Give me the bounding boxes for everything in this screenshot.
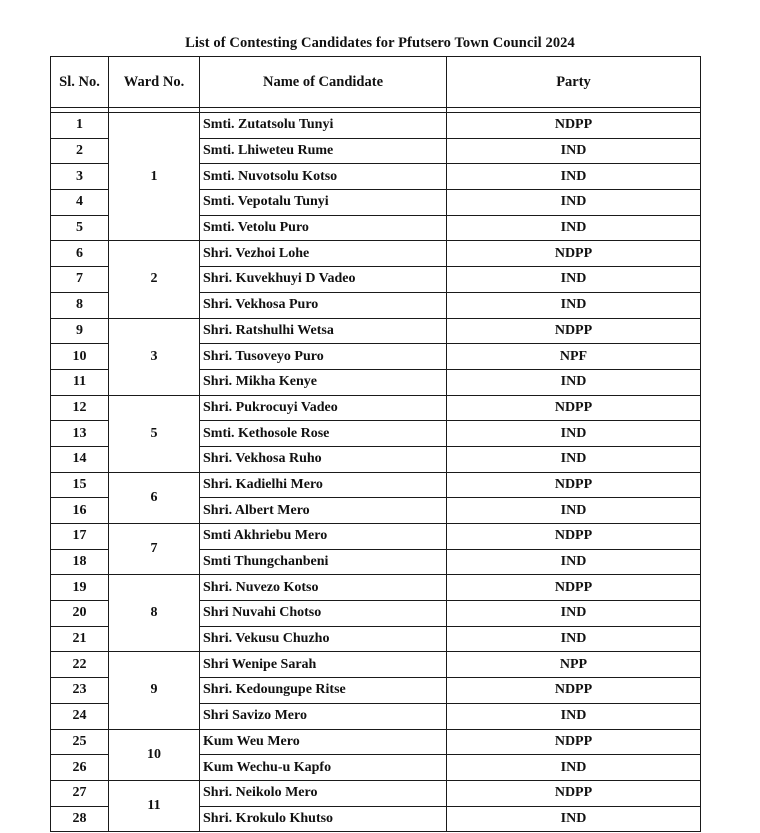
sl-no-cell: 8	[51, 292, 109, 318]
table-row	[51, 472, 701, 498]
party-cell: NDPP	[447, 524, 701, 550]
header-ward-no: Ward No.	[109, 57, 200, 108]
candidate-name-cell: Shri Wenipe Sarah	[200, 652, 447, 678]
party-cell: IND	[447, 292, 701, 318]
party-cell: IND	[447, 703, 701, 729]
party-cell: IND	[447, 626, 701, 652]
page-title: List of Contesting Candidates for Pfutsero Town Council 2024	[185, 35, 575, 51]
candidate-name-cell: Shri. Kuvekhuyi D Vadeo	[200, 267, 447, 293]
candidates-table	[50, 56, 701, 832]
candidate-name-cell: Shri Savizo Mero	[200, 703, 447, 729]
sl-no-cell: 17	[51, 524, 109, 550]
table-row	[51, 524, 701, 550]
candidate-name-cell: Shri. Vekusu Chuzho	[200, 626, 447, 652]
party-cell: IND	[447, 755, 701, 781]
ward-no-cell: 10	[109, 729, 200, 780]
ward-no-cell: 2	[109, 241, 200, 318]
sl-no-cell: 20	[51, 601, 109, 627]
candidate-name-cell: Kum Weu Mero	[200, 729, 447, 755]
sl-no-cell: 21	[51, 626, 109, 652]
candidate-name-cell: Shri. Ratshulhi Wetsa	[200, 318, 447, 344]
table-body	[51, 108, 701, 832]
ward-no-cell: 9	[109, 652, 200, 729]
sl-no-cell: 22	[51, 652, 109, 678]
table-row	[51, 113, 701, 139]
table-row	[51, 395, 701, 421]
sl-no-cell: 10	[51, 344, 109, 370]
sl-no-cell: 25	[51, 729, 109, 755]
party-cell: IND	[447, 267, 701, 293]
header-candidate-name: Name of Candidate	[200, 57, 447, 108]
sl-no-cell: 28	[51, 806, 109, 832]
candidate-name-cell: Shri. Mikha Kenye	[200, 369, 447, 395]
candidate-name-cell: Shri. Pukrocuyi Vadeo	[200, 395, 447, 421]
ward-no-cell: 5	[109, 395, 200, 472]
candidate-name-cell: Smti. Vetolu Puro	[200, 215, 447, 241]
party-cell: NDPP	[447, 113, 701, 139]
ward-no-cell: 3	[109, 318, 200, 395]
sl-no-cell: 4	[51, 190, 109, 216]
table-header-row	[51, 57, 701, 108]
party-cell: NDPP	[447, 395, 701, 421]
ward-no-cell: 7	[109, 524, 200, 575]
candidate-name-cell: Shri. Neikolo Mero	[200, 780, 447, 806]
ward-no-cell: 1	[109, 113, 200, 241]
party-cell: IND	[447, 549, 701, 575]
table-row	[51, 575, 701, 601]
sl-no-cell: 15	[51, 472, 109, 498]
candidate-name-cell: Smti. Nuvotsolu Kotso	[200, 164, 447, 190]
sl-no-cell: 27	[51, 780, 109, 806]
sl-no-cell: 5	[51, 215, 109, 241]
candidate-name-cell: Shri. Albert Mero	[200, 498, 447, 524]
sl-no-cell: 3	[51, 164, 109, 190]
sl-no-cell: 13	[51, 421, 109, 447]
sl-no-cell: 24	[51, 703, 109, 729]
candidate-name-cell: Smti. Lhiweteu Rume	[200, 138, 447, 164]
party-cell: IND	[447, 369, 701, 395]
candidate-name-cell: Smti. Vepotalu Tunyi	[200, 190, 447, 216]
ward-no-cell: 11	[109, 780, 200, 831]
header-party: Party	[447, 57, 701, 108]
sl-no-cell: 7	[51, 267, 109, 293]
sl-no-cell: 18	[51, 549, 109, 575]
table-row	[51, 652, 701, 678]
party-cell: NPF	[447, 344, 701, 370]
sl-no-cell: 2	[51, 138, 109, 164]
sl-no-cell: 9	[51, 318, 109, 344]
sl-no-cell: 6	[51, 241, 109, 267]
candidate-name-cell: Smti Akhriebu Mero	[200, 524, 447, 550]
table-row	[51, 241, 701, 267]
candidate-name-cell: Shri. Vekhosa Ruho	[200, 446, 447, 472]
party-cell: NDPP	[447, 729, 701, 755]
candidate-name-cell: Shri. Vezhoi Lohe	[200, 241, 447, 267]
sl-no-cell: 11	[51, 369, 109, 395]
party-cell: NPP	[447, 652, 701, 678]
candidate-name-cell: Shri. Tusoveyo Puro	[200, 344, 447, 370]
party-cell: NDPP	[447, 678, 701, 704]
party-cell: IND	[447, 138, 701, 164]
header-sl-no: Sl. No.	[51, 57, 109, 108]
party-cell: NDPP	[447, 575, 701, 601]
table-row	[51, 780, 701, 806]
candidate-name-cell: Shri. Vekhosa Puro	[200, 292, 447, 318]
candidate-name-cell: Shri. Kedoungupe Ritse	[200, 678, 447, 704]
candidate-name-cell: Kum Wechu-u Kapfo	[200, 755, 447, 781]
party-cell: NDPP	[447, 241, 701, 267]
party-cell: NDPP	[447, 780, 701, 806]
candidate-name-cell: Shri Nuvahi Chotso	[200, 601, 447, 627]
sl-no-cell: 16	[51, 498, 109, 524]
sl-no-cell: 1	[51, 113, 109, 139]
party-cell: IND	[447, 421, 701, 447]
sl-no-cell: 26	[51, 755, 109, 781]
table-row	[51, 318, 701, 344]
party-cell: IND	[447, 601, 701, 627]
candidate-name-cell: Shri. Krokulo Khutso	[200, 806, 447, 832]
sl-no-cell: 23	[51, 678, 109, 704]
candidate-name-cell: Shri. Kadielhi Mero	[200, 472, 447, 498]
sl-no-cell: 14	[51, 446, 109, 472]
ward-no-cell: 8	[109, 575, 200, 652]
party-cell: IND	[447, 215, 701, 241]
candidate-name-cell: Smti Thungchanbeni	[200, 549, 447, 575]
party-cell: IND	[447, 498, 701, 524]
table-row	[51, 729, 701, 755]
candidate-name-cell: Smti. Kethosole Rose	[200, 421, 447, 447]
party-cell: IND	[447, 190, 701, 216]
party-cell: NDPP	[447, 472, 701, 498]
sl-no-cell: 19	[51, 575, 109, 601]
sl-no-cell: 12	[51, 395, 109, 421]
party-cell: IND	[447, 446, 701, 472]
ward-no-cell: 6	[109, 472, 200, 523]
party-cell: IND	[447, 806, 701, 832]
candidate-name-cell: Shri. Nuvezo Kotso	[200, 575, 447, 601]
party-cell: IND	[447, 164, 701, 190]
candidate-name-cell: Smti. Zutatsolu Tunyi	[200, 113, 447, 139]
party-cell: NDPP	[447, 318, 701, 344]
